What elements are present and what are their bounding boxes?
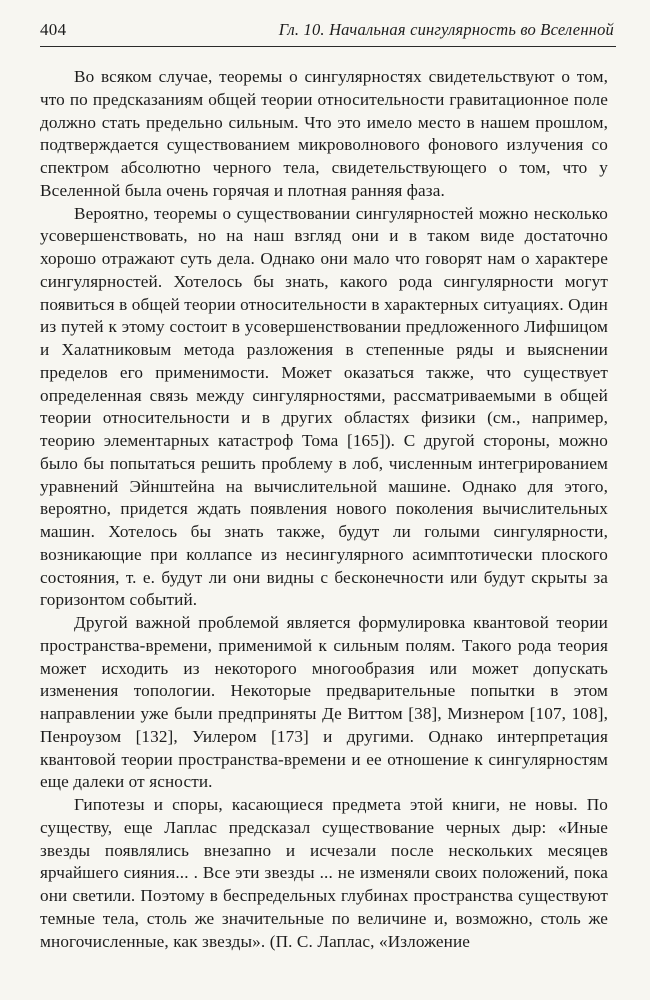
page-number: 404 bbox=[40, 20, 67, 39]
body-text bbox=[40, 66, 608, 953]
paragraph: Вероятно, теоремы о существовании сингулярностей можно несколько усовершенствовать, но на наш взгляд они и в таком виде достаточно хорошо отражают суть дела. Однако они мало что говорят нам о характере сингулярностей. Хотелось бы знать, какого рода сингулярности могут появиться в общей теории относительности в характерных ситуациях. Один из путей к этому состоит в усовершенствовании предложенного Лифшицом и Халатниковым метода разложения в степенные ряды и выяснении пределов его применимости. Может оказаться также, что существует определенная связь между сингулярностями, рассматриваемыми в общей теории относительности и в других областях физики (см., например, теорию элементарных катастроф Тома [165]). С другой стороны, можно было бы попытаться решить проблему в лоб, численным интегрированием уравнений Эйнштейна на вычислительной машине. Однако для этого, вероятно, придется ждать появления нового поколения вычислительных машин. Хотелось бы знать также, будут ли голыми сингулярности, возникающие при коллапсе из несингулярного асимптотически плоского состояния, т. е. будут ли они видны с бесконечности или будут скрыты за горизонтом событий. bbox=[40, 203, 608, 610]
running-header bbox=[40, 10, 616, 47]
paragraph: Другой важной проблемой является формулировка квантовой теории пространства-времени, применимой к сильным полям. Такого рода теория может исходить из некоторого многообразия или может допускать изменения топологии. Некоторые предварительные попытки в этом направлении уже были предприняты Де Виттом [38], Мизнером [107, 108], Пенроузом [132], Уилером [173] и другими. Однако интерпретация квантовой теории пространства-времени и ее отношение к сингулярностям еще далеки от ясности. bbox=[40, 613, 608, 792]
paragraph: Гипотезы и споры, касающиеся предмета этой книги, не новы. По существу, еще Лаплас предсказал существование черных дыр: «Иные звезды появлялись внезапно и исчезали после нескольких месяцев ярчайшего сияния... . Все эти звезды ... не изменяли своих положений, пока они светили. Поэтому в беспредельных глубинах пространства существуют темные тела, столь же значительные по величине и, возможно, столь же многочисленные, как звезды». (П. С. Лаплас, «Изложение bbox=[40, 795, 608, 951]
chapter-title: Гл. 10. Начальная сингулярность во Вселенной bbox=[278, 20, 614, 39]
paragraph: Во всяком случае, теоремы о сингулярностях свидетельствуют о том, что по предсказаниям общей теории относительности гравитационное поле должно стать предельно сильным. Что это имело место в нашем прошлом, подтверждается существованием микроволнового фонового излучения со спектром абсолютно черного тела, свидетельствующего о том, что у Вселенной была очень горячая и плотная ранняя фаза. bbox=[40, 67, 608, 200]
